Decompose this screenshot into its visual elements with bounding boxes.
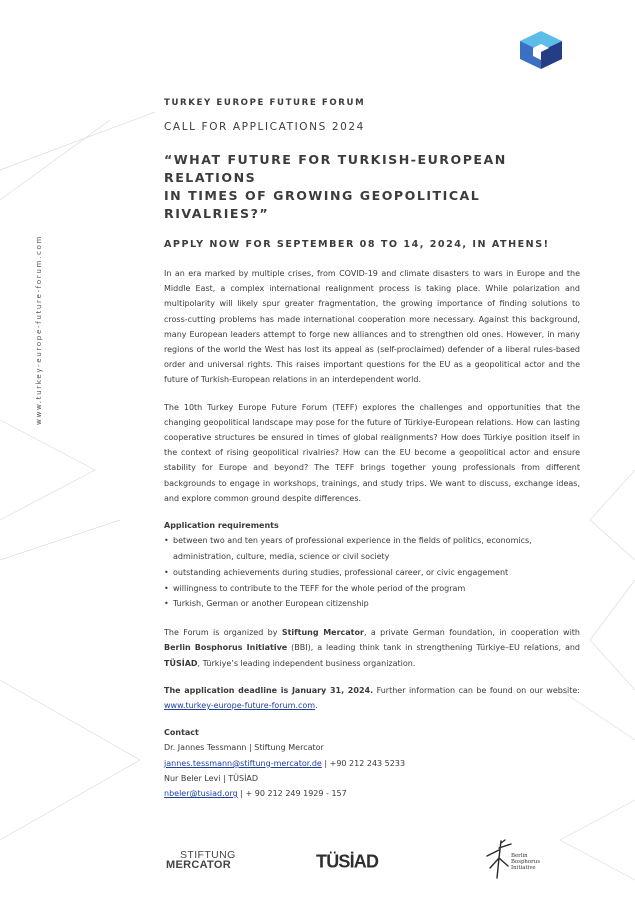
apply-now-banner: APPLY NOW FOR SEPTEMBER 08 TO 14, 2024, IN ATHENS! xyxy=(164,239,550,250)
headline-line-2: IN TIMES OF GROWING GEOPOLITICAL RIVALRIES?” xyxy=(164,188,481,221)
organizers-text: The Forum is organized by xyxy=(164,628,282,638)
vertical-website-url: www.turkey-europe-future-forum.com xyxy=(34,234,43,425)
bbi-figure-icon xyxy=(484,838,514,880)
forum-description-paragraph: The 10th Turkey Europe Future Forum (TEFF) explores the challenges and opportunities that the changing geopolitical landscape may pose for the future of Türkiye-European relations. How can lasting cooperative structures be ensured in times of global realignments? How does Türkiye position itself in the context of rising geopolitical rivalries? How can the EU become a geopolitical actor and ensure stability for Europe and beyond? The TEFF brings together young professionals from different backgrounds to engage in workshops, trainings, and study trips. We want to discuss, exchange ideas, and explore common ground despite differences. xyxy=(164,402,580,503)
requirement-item: • Turkish, German or another European citizenship xyxy=(164,596,580,612)
bbi-line-3: Initiative xyxy=(511,865,536,871)
contact-email-2-link[interactable]: nbeler@tusiad.org xyxy=(164,789,238,799)
organizer-tusiad: TÜSİAD xyxy=(164,658,198,668)
deadline-paragraph xyxy=(164,683,580,713)
requirements-heading: Application requirements xyxy=(164,521,279,531)
organizers-text: (BBI), a leading think tank in strengthening Türkiye–EU relations, and xyxy=(287,643,580,653)
contact-email-1-link[interactable]: jannes.tessmann@stiftung-mercator.de xyxy=(164,758,322,768)
deadline-end: . xyxy=(315,701,318,711)
requirements-list xyxy=(164,533,580,612)
headline xyxy=(164,151,580,223)
contact-heading: Contact xyxy=(164,728,199,738)
deadline-text: Further information can be found on our website: xyxy=(373,685,580,695)
requirement-item: • willingness to contribute to the TEFF for the whole period of the program xyxy=(164,581,580,597)
organizers-text: , Türkiye’s leading independent business organization. xyxy=(197,658,416,668)
teff-logo xyxy=(518,30,564,70)
organizers-paragraph xyxy=(164,625,580,671)
contact-phone-2: | + 90 212 249 1929 - 157 xyxy=(237,789,347,799)
headline-line-1: “WHAT FUTURE FOR TURKISH-EUROPEAN RELATIONS xyxy=(164,152,507,185)
contact-line-2 xyxy=(164,786,580,801)
deadline-date: The application deadline is January 31, 2024. xyxy=(164,685,374,695)
requirement-item: • between two and ten years of professional experience in the fields of politics, economics, administration, culture, media, science or civil society xyxy=(164,533,580,565)
mercator-logo-line-2: MERCATOR xyxy=(166,859,231,871)
contact-phone-1: | +90 212 243 5233 xyxy=(321,758,406,768)
organizer-bbi: Berlin Bosphorus Initiative xyxy=(164,643,288,653)
contact-line-1 xyxy=(164,756,580,771)
requirement-item: • outstanding achievements during studies, professional career, or civic engagement xyxy=(164,565,580,581)
bbi-logo-text xyxy=(511,853,540,871)
contact-person-2: Nur Beler Levi | TÜSİAD xyxy=(164,773,259,783)
stiftung-mercator-logo xyxy=(166,850,236,870)
website-link[interactable]: www.turkey-europe-future-forum.com xyxy=(164,701,316,711)
bbi-line-2: Bosphorus xyxy=(511,859,540,865)
organizers-text: , a private German foundation, in cooperation with xyxy=(363,628,581,638)
forum-name: TURKEY EUROPE FUTURE FORUM xyxy=(164,98,366,108)
organizer-mercator: Stiftung Mercator xyxy=(281,628,364,638)
mercator-logo-line-1: STIFTUNG xyxy=(180,849,236,861)
tusiad-logo: TÜSİAD xyxy=(316,850,379,872)
footer-logos xyxy=(0,838,635,888)
call-for-applications: CALL FOR APPLICATIONS 2024 xyxy=(164,121,365,133)
bbi-line-1: Berlin xyxy=(511,853,528,859)
intro-paragraph: In an era marked by multiple crises, from COVID-19 and climate disasters to wars in Europe and the Middle East, a complex international realignment process is taking place. While polarization and multipolarity will likely spur greater fragmentation, the growing importance of finding solutions to cross-cutting problems has made international cooperation more necessary. Against this background, many European leaders attempt to forge new alliances and to strengthen old ones. However, in many regions of the world the West has lost its appeal as (self-proclaimed) defender of a liberal rules-based order and universal rights. This raises important questions for the EU as a geopolitical actor and the future of Turkish-European relations in an interdependent world. xyxy=(164,269,580,385)
document-content xyxy=(164,98,580,801)
contact-person-1: Dr. Jannes Tessmann | Stiftung Mercator xyxy=(164,743,324,753)
